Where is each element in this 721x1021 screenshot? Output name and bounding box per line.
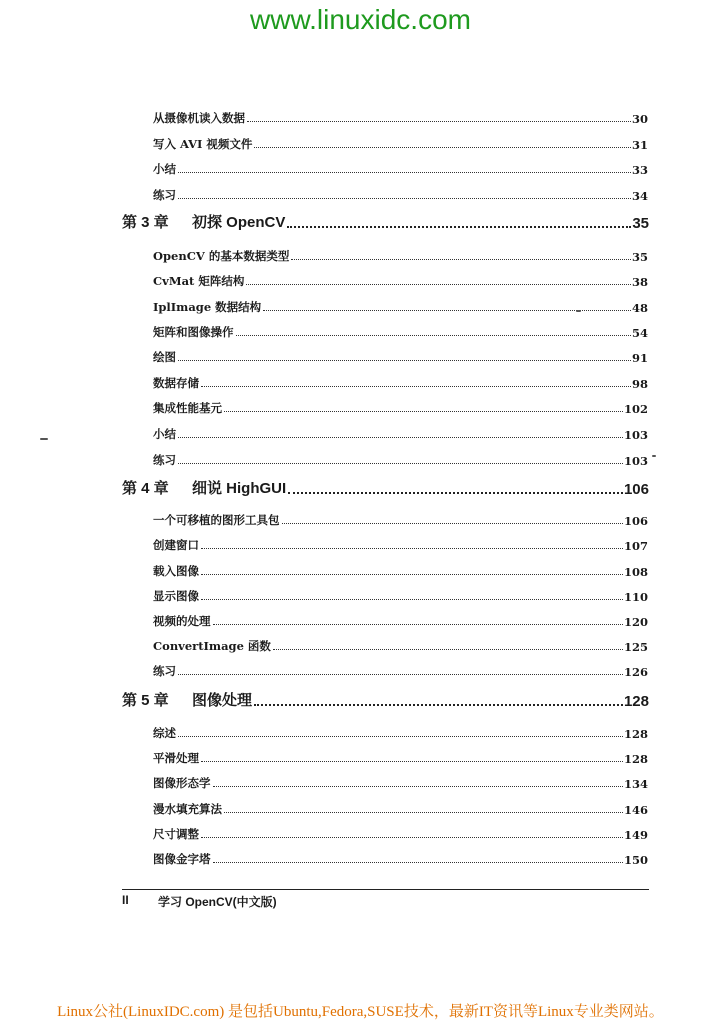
dot-leader	[213, 624, 623, 625]
dot-leader	[201, 386, 631, 387]
page-ref: 30	[631, 112, 648, 126]
book-title: 学习 OpenCV(中文版)	[158, 895, 277, 909]
entry-title: CvMat 矩阵结构	[153, 274, 245, 288]
toc-entry[interactable]	[153, 322, 648, 340]
dot-leader	[201, 761, 623, 762]
chapter-title: 细说 HighGUI	[192, 480, 287, 497]
site-header-link[interactable]: www.linuxidc.com	[250, 4, 471, 35]
page-ref: 34	[631, 189, 648, 203]
entry-title: 小结	[153, 162, 176, 176]
toc-entry[interactable]	[153, 748, 648, 766]
chapter-title: 初探 OpenCV	[192, 214, 286, 231]
page-ref: 35	[631, 250, 648, 264]
dot-leader	[224, 812, 623, 813]
entry-title: 图像形态学	[153, 776, 211, 790]
toc-entry[interactable]	[153, 159, 648, 177]
page-ref: 134	[623, 777, 648, 791]
chapter-number: 第 4 章	[122, 480, 169, 497]
dot-leader	[273, 649, 623, 650]
entry-title: 尺寸调整	[153, 827, 199, 841]
dot-leader	[254, 704, 623, 706]
toc-entry[interactable]	[153, 246, 648, 264]
chapter-title: 图像处理	[192, 692, 253, 709]
entry-title: 小结	[153, 427, 176, 441]
page-ref: 54	[631, 326, 648, 340]
dot-leader	[178, 736, 623, 737]
entry-title: 显示图像	[153, 589, 199, 603]
toc-entry[interactable]	[153, 510, 648, 528]
entry-title: 载入图像	[153, 564, 199, 578]
toc-chapter[interactable]	[122, 688, 649, 710]
entry-title: OpenCV 的基本数据类型	[153, 249, 290, 263]
toc-entry[interactable]	[153, 185, 648, 203]
toc-entry[interactable]	[153, 424, 648, 442]
entry-title: 视频的处理	[153, 614, 211, 628]
toc-chapter[interactable]	[122, 476, 649, 498]
toc-entry[interactable]	[153, 586, 648, 604]
page-ref: 91	[631, 351, 648, 365]
dot-leader	[178, 198, 631, 199]
entry-title: ConvertImage 函数	[153, 639, 271, 653]
page-ref: 106	[623, 481, 649, 498]
page-footer	[122, 893, 277, 909]
entry-title: 练习	[153, 664, 176, 678]
page-ref: 149	[623, 828, 648, 842]
page-ref: 103	[623, 428, 648, 442]
chapter-number: 第 3 章	[122, 214, 169, 231]
entry-title: 矩阵和图像操作	[153, 325, 234, 339]
dot-leader	[178, 360, 631, 361]
toc-entry[interactable]	[153, 636, 648, 654]
entry-title: 数据存储	[153, 376, 199, 390]
dot-leader	[224, 411, 623, 412]
entry-title: 平滑处理	[153, 751, 199, 765]
entry-title: 绘图	[153, 350, 176, 364]
entry-title: 漫水填充算法	[153, 802, 222, 816]
page-ref: 120	[623, 615, 648, 629]
page-ref: 128	[623, 752, 648, 766]
dot-leader	[213, 862, 623, 863]
toc-entry[interactable]	[153, 450, 648, 468]
page-ref: 102	[623, 402, 648, 416]
page-number: II	[122, 893, 129, 907]
dot-leader	[201, 599, 623, 600]
toc-entry[interactable]	[153, 373, 648, 391]
entry-title: IplImage 数据结构	[153, 300, 262, 314]
scan-speck	[576, 310, 581, 312]
page-ref: 128	[623, 727, 648, 741]
entry-title: 集成性能基元	[153, 401, 222, 415]
page-ref: 146	[623, 803, 648, 817]
entry-title: 从摄像机读入数据	[153, 111, 245, 125]
toc-entry[interactable]	[153, 297, 648, 315]
dot-leader	[287, 226, 631, 228]
dot-leader	[201, 574, 623, 575]
scan-speck	[40, 438, 48, 440]
toc-entry[interactable]	[153, 849, 648, 867]
page-ref: 33	[631, 163, 648, 177]
dot-leader	[236, 335, 631, 336]
dot-leader	[178, 674, 623, 675]
page-ref: 108	[623, 565, 648, 579]
page-ref: 106	[623, 514, 648, 528]
footer-rule	[122, 889, 649, 890]
dot-leader	[178, 463, 623, 464]
dot-leader	[282, 523, 623, 524]
toc-entry[interactable]	[153, 773, 648, 791]
toc-entry[interactable]	[153, 561, 648, 579]
dot-leader	[291, 259, 631, 260]
page-ref: 126	[623, 665, 648, 679]
dot-leader	[178, 172, 631, 173]
toc-chapter[interactable]	[122, 210, 649, 232]
entry-title: 写入 AVI 视频文件	[153, 137, 253, 151]
scan-speck	[652, 455, 656, 457]
page-ref: 35	[632, 215, 649, 232]
dot-leader	[246, 284, 631, 285]
page-ref: 31	[631, 138, 648, 152]
page-ref: 38	[631, 275, 648, 289]
page-ref: 125	[623, 640, 648, 654]
entry-title: 练习	[153, 188, 176, 202]
dot-leader	[201, 837, 623, 838]
dot-leader	[254, 147, 631, 148]
dot-leader	[178, 437, 623, 438]
page-ref: 98	[631, 377, 648, 391]
page-ref: 128	[623, 693, 649, 710]
page-ref: 48	[631, 301, 648, 315]
page-ref: 107	[623, 539, 648, 553]
toc-entry[interactable]	[153, 723, 648, 741]
toc-entry[interactable]	[153, 347, 648, 365]
dot-leader	[213, 786, 623, 787]
entry-title: 综述	[153, 726, 176, 740]
site-footer-text: Linux公社(LinuxIDC.com) 是包括Ubuntu,Fedora,SUSE技术，最新IT资讯等Linux专业类网站。	[57, 1004, 664, 1020]
dot-leader	[288, 492, 623, 494]
chapter-number: 第 5 章	[122, 692, 169, 709]
page-ref: 103	[623, 454, 648, 468]
entry-title: 图像金字塔	[153, 852, 211, 866]
entry-title: 创建窗口	[153, 538, 199, 552]
entry-title: 一个可移植的图形工具包	[153, 513, 280, 527]
toc-entry[interactable]	[153, 271, 648, 289]
toc-entry[interactable]	[153, 535, 648, 553]
dot-leader	[201, 548, 623, 549]
toc-entry[interactable]	[153, 611, 648, 629]
toc-entry[interactable]	[153, 134, 648, 152]
toc-entry[interactable]	[153, 108, 648, 126]
toc-entry[interactable]	[153, 661, 648, 679]
dot-leader	[247, 121, 631, 122]
page-ref: 150	[623, 853, 648, 867]
entry-title: 练习	[153, 453, 176, 467]
page-ref: 110	[623, 590, 648, 604]
toc-entry[interactable]	[153, 799, 648, 817]
toc-entry[interactable]	[153, 824, 648, 842]
toc-entry[interactable]	[153, 398, 648, 416]
